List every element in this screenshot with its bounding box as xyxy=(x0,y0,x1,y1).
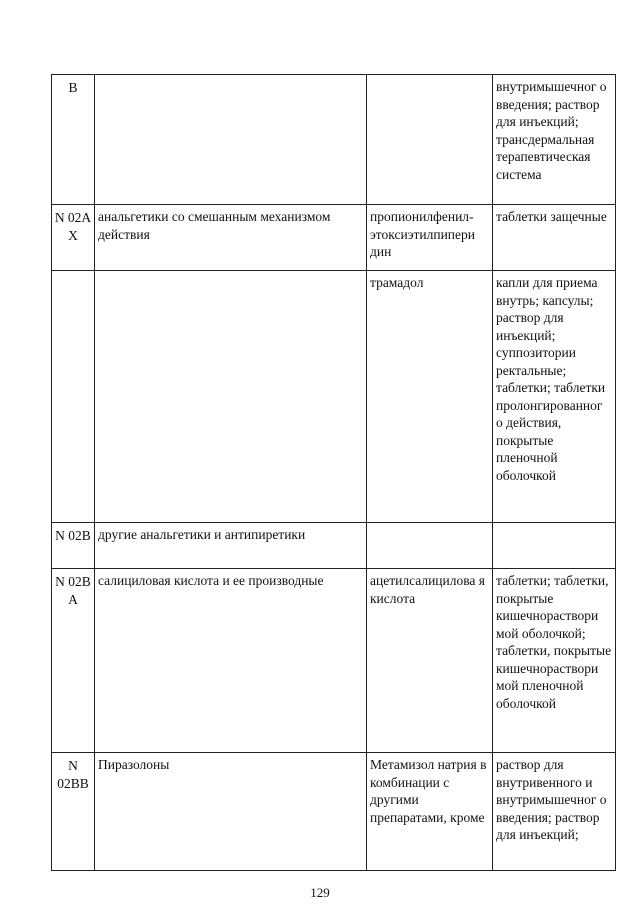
group-name-cell xyxy=(95,75,367,205)
group-name-cell: Пиразолоны xyxy=(95,753,367,871)
atc-code-cell: N 02A X xyxy=(52,205,95,271)
atc-code-cell: N 02B xyxy=(52,523,95,569)
dosage-forms-cell: таблетки защечные xyxy=(493,205,616,271)
drug-classification-table xyxy=(51,74,616,871)
table-row xyxy=(52,205,616,271)
group-name-cell xyxy=(95,271,367,523)
group-name-cell: салициловая кислота и ее производные xyxy=(95,569,367,753)
atc-code-cell: N 02B A xyxy=(52,569,95,753)
substance-cell: Метамизол натрия в комбинации с другими препаратами, кроме xyxy=(367,753,493,871)
substance-cell xyxy=(367,523,493,569)
group-name-cell: другие анальгетики и антипиретики xyxy=(95,523,367,569)
dosage-forms-cell xyxy=(493,523,616,569)
substance-cell: трамадол xyxy=(367,271,493,523)
group-name-cell: анальгетики со смешанным механизмом действия xyxy=(95,205,367,271)
table-row xyxy=(52,271,616,523)
dosage-forms-cell: капли для приема внутрь; капсулы; раствор для инъекций; суппозитории ректальные; таблетки; таблетки пролонгированног о действия, покрытые пленочной оболочкой xyxy=(493,271,616,523)
substance-cell: ацетилсалицилова я кислота xyxy=(367,569,493,753)
atc-code-cell xyxy=(52,271,95,523)
substance-cell xyxy=(367,75,493,205)
dosage-forms-cell: раствор для внутривенного и внутримышечног о введения; раствор для инъекций; xyxy=(493,753,616,871)
atc-code-cell: B xyxy=(52,75,95,205)
table-row xyxy=(52,75,616,205)
table-row xyxy=(52,523,616,569)
substance-cell: пропионилфенил-этоксиэтилпипери дин xyxy=(367,205,493,271)
page-number: 129 xyxy=(310,885,330,900)
dosage-forms-cell: внутримышечног о введения; раствор для инъекций; трансдермальная терапевтическая система xyxy=(493,75,616,205)
table-row xyxy=(52,569,616,753)
table-row xyxy=(52,753,616,871)
dosage-forms-cell: таблетки; таблетки, покрытые кишечнораствори мой оболочкой; таблетки, покрытые кишечнораствори мой пленочной оболочкой xyxy=(493,569,616,753)
atc-code-cell: N 02BB xyxy=(52,753,95,871)
